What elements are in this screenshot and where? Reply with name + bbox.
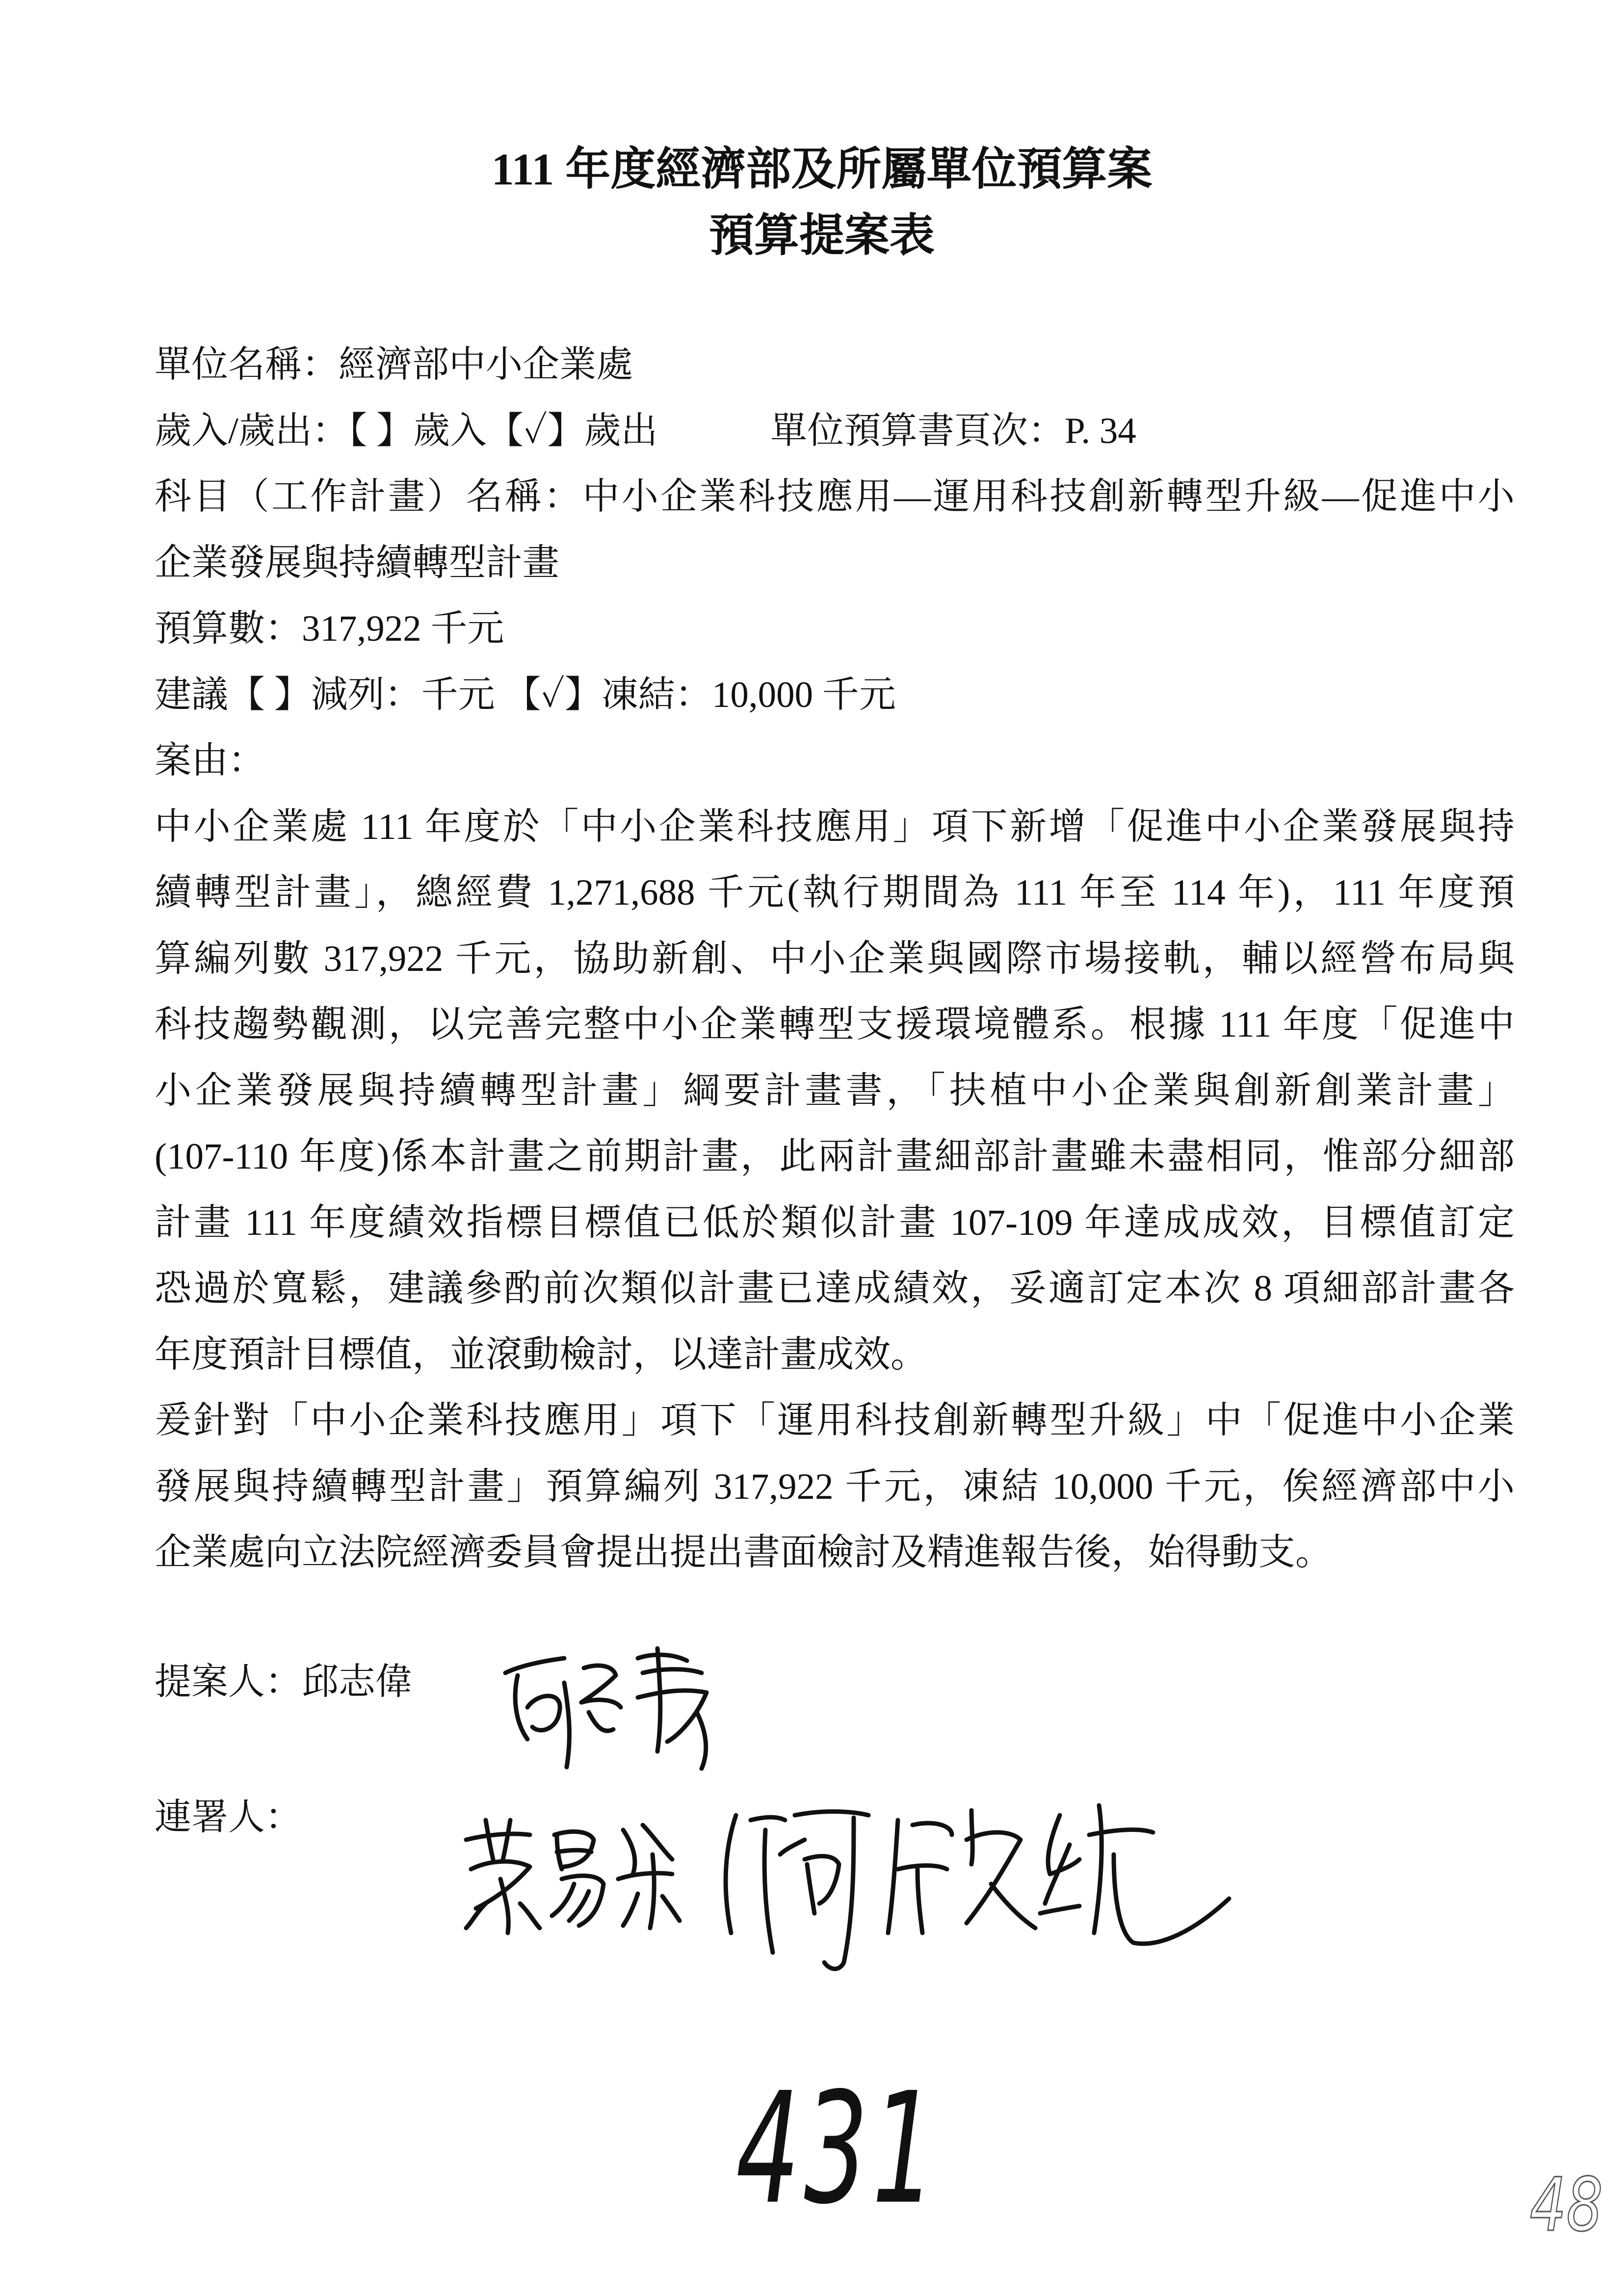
proposer-label: 提案人：邱志偉	[155, 1662, 413, 1702]
subject-line: 企業發展與持續轉型計畫	[155, 542, 560, 583]
paragraph-line: 年度預計目標值，並滾動檢討，以達計畫成效。	[155, 1334, 928, 1375]
paragraph-line: 爰針對「中小企業科技應用」項下「運用科技創新轉型升級」中「促進中小企業	[155, 1400, 1515, 1441]
paragraph-line: 發展與持續轉型計畫」預算編列 317,922 千元，凍結 10,000 千元，俟經濟部中小	[155, 1466, 1515, 1507]
document-title: 111 年度經濟部及所屬單位預算案	[491, 144, 1153, 194]
subject-line: 科目（工作計畫）名稱：中小企業科技應用—運用科技創新轉型升級—促進中小	[155, 476, 1515, 517]
unit-name-field: 單位名稱：經濟部中小企業處	[155, 344, 633, 385]
paragraph-line: 科技趨勢觀測，以完善完整中小企業轉型支援環境體系。根據 111 年度「促進中	[155, 1004, 1515, 1045]
paragraph-line: 計畫 111 年度績效指標目標值已低於類似計畫 107-109 年達成成效，目標值訂定	[155, 1202, 1515, 1243]
case-paragraph-1	[155, 794, 1515, 1388]
case-label: 案由：	[155, 740, 265, 781]
paragraph-line: 企業處向立法院經濟委員會提出提出書面檢討及精進報告後，始得動支。	[155, 1532, 1333, 1573]
paragraph-line: 中小企業處 111 年度於「中小企業科技應用」項下新增「促進中小企業發展與持	[155, 806, 1515, 847]
document-header	[29, 136, 1614, 269]
stamped-page-number: 431	[736, 2059, 940, 2238]
document-subtitle: 預算提案表	[708, 210, 935, 261]
proposer-signature	[491, 1639, 756, 1781]
paragraph-line: 算編列數 317,922 千元，協助新創、中小企業與國際市場接軌，輔以經營布局與	[155, 938, 1515, 979]
case-paragraph-2	[155, 1388, 1515, 1586]
document-body	[155, 332, 1515, 1586]
revenue-expense-field: 歲入/歲出：【 】歲入【✓】歲出	[155, 410, 658, 451]
paragraph-line: 恐過於寬鬆，建議參酌前次類似計畫已達成績效，妥適訂定本次 8 項細部計畫各	[155, 1268, 1515, 1309]
cosigner-label: 連署人：	[155, 1797, 302, 1838]
budget-page-field: 單位預算書頁次：P. 34	[770, 410, 1136, 451]
handwritten-page-number: 48	[1530, 2163, 1603, 2248]
paragraph-line: 小企業發展與持續轉型計畫」綱要計畫書，「扶植中小企業與創新創業計畫」	[155, 1070, 1515, 1111]
paragraph-line: (107-110 年度)係本計畫之前期計畫，此兩計畫細部計畫雖未盡相同，惟部分細部	[155, 1136, 1515, 1177]
cosigner-signature-1	[456, 1805, 692, 1943]
budget-amount-field: 預算數：317,922 千元	[155, 608, 504, 649]
revenue-expense-row	[155, 398, 1515, 465]
cosigner-signature-2	[707, 1786, 1256, 2002]
paragraph-line: 續轉型計畫」，總經費 1,271,688 千元(執行期間為 111 年至 114 年)，111 年度預	[155, 872, 1515, 913]
recommendation-field: 建議【 】減列：千元 【✓】凍結：10,000 千元	[155, 674, 896, 715]
